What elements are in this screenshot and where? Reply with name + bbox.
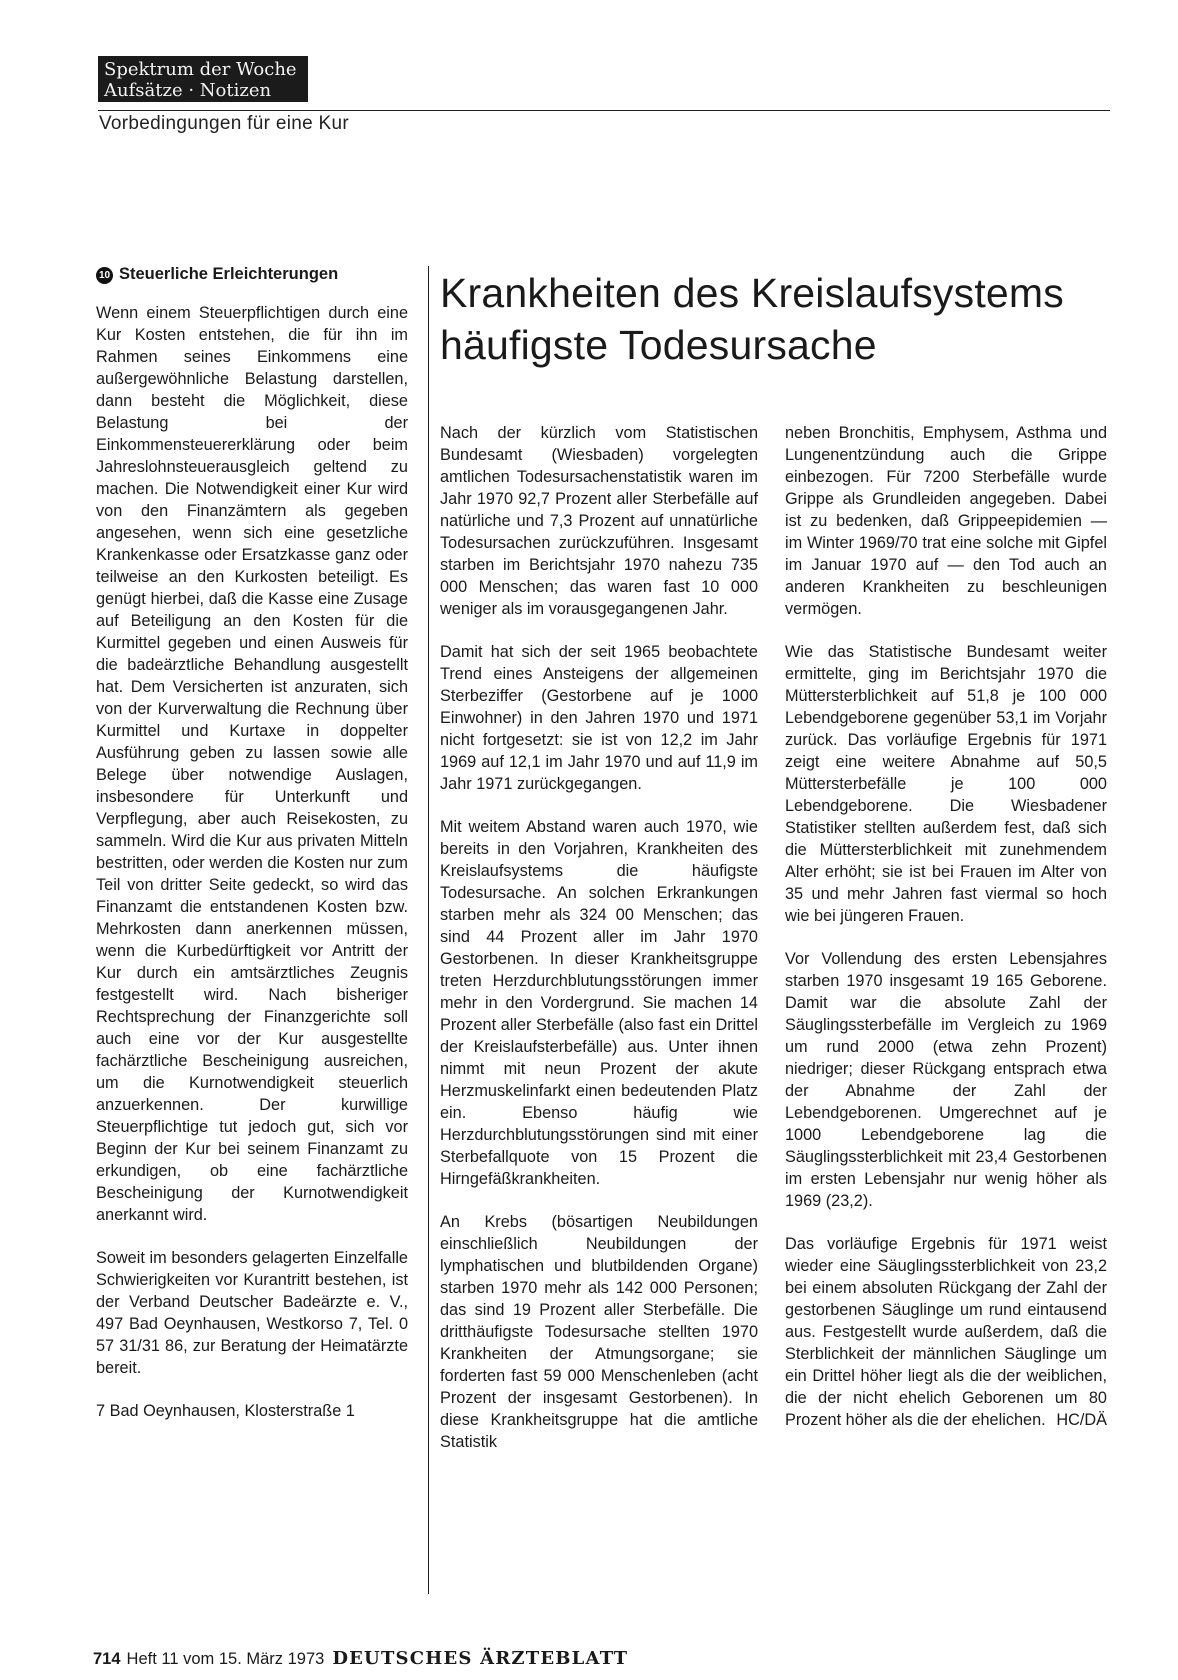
issue-info: Heft 11 vom 15. März 1973 — [126, 1650, 325, 1668]
section-label-line2: Aufsätze · Notizen — [104, 80, 272, 101]
headline-line1: Krankheiten des Kreislaufsystems — [440, 270, 1064, 316]
headline-line2: häufigste Todesursache — [440, 322, 877, 368]
section-label-line1: Spektrum der Woche — [104, 59, 297, 80]
author-signature: HC/DÄ — [1056, 1411, 1107, 1429]
article-paragraph-final — [785, 1233, 1107, 1431]
section-badge — [98, 56, 308, 102]
box-heading-text: Steuerliche Erleichterungen — [119, 265, 339, 283]
journal-name: DEUTSCHES ÄRZTEBLATT — [332, 1648, 629, 1669]
sidebar-paragraph: Wenn einem Steuerpflichtigen durch eine Kur Kosten entstehen, die für ihn im Rahmen seines Einkommens eine außergewöhnliche Belastung darstellen, dann besteht die Möglichkeit, diese Belastung bei der Einkommensteuererklärung oder beim Jahreslohnsteuerausgleich geltend zu machen. Die Notwendigkeit einer Kur wird von den Finanzämtern als gegeben angesehen, wenn sich eine gesetzliche Krankenkasse oder Ersatzkasse ganz oder teilweise an den Kurkosten beteiligt. Es genügt hierbei, daß die Kasse eine Zusage auf Beteiligung an den Kosten für die Kurmittel gegeben und einen Ausweis für die badeärztliche Behandlung ausgestellt hat. Dem Versicherten ist anzuraten, sich von der Kurverwaltung die Rechnung über Kurmittel und Kurtaxe in doppelter Ausführung geben zu lassen sowie alle Belege über notwendige Auslagen, insbesondere für Unterkunft und Verpflegung, aber auch Reisekosten, zu sammeln. Wird die Kur aus privaten Mitteln bestritten, oder werden die Kosten nur zum Teil von dritter Seite gedeckt, so wird das Finanzamt die entstandenen Kosten bzw. Mehrkosten dann anerkennen müssen, wenn die Kurbedürftigkeit vor Antritt der Kur durch ein amtsärztliches Zeugnis festgestellt wird. Nach bisheriger Rechtsprechung der Finanzgerichte soll auch eine vor der Kur ausgestellte fachärztliche Bescheinigung ausreichen, um die Kurnotwendigkeit steuerlich anzuerkennen. Der kurwillige Steuerpflichtige tut jedoch gut, sich vor Beginn der Kur bei seinem Finanzamt zu erkundigen, ob eine fachärztliche Bescheinigung der Kurnotwendigkeit anerkannt wird. — [96, 304, 408, 1224]
page-number: 714 — [93, 1650, 121, 1668]
box-number-badge: 10 — [96, 267, 113, 284]
article-column-2 — [785, 422, 1107, 1431]
article-paragraph: An Krebs (bösartigen Neubildungen einschließlich Neubildungen der lymphatischen und blutbildenden Organe) starben 1970 mehr als 142 000 Personen; das sind 19 Prozent aller Sterbefälle. Die dritthäufigste Todesursache stellten 1970 Krankheiten der Atmungsorgane; sie forderten fast 59 000 Menschenleben (acht Prozent der insgesamt Gestorbenen). In diese Krankheitsgruppe hat die amtliche Statistik — [440, 1213, 758, 1451]
sidebar-column — [96, 302, 408, 1422]
page-topic: Vorbedingungen für eine Kur — [99, 113, 350, 134]
sidebar-address: 7 Bad Oeynhausen, Klosterstraße 1 — [96, 1402, 355, 1420]
article-paragraph: Mit weitem Abstand waren auch 1970, wie bereits in den Vorjahren, Krankheiten des Kreislaufsystems die häufigste Todesursache. An solchen Erkrankungen starben mehr als 324 00 Menschen; das sind 44 Prozent aller im Jahr 1970 Gestorbenen. In dieser Krankheitsgruppe treten Herzdurchblutungsstörungen immer mehr in den Vordergrund. Sie machen 14 Prozent aller Sterbefälle (also fast ein Drittel der Kreislaufsterbefälle) aus. Unter ihnen nimmt mit neun Prozent der akute Herzmuskelinfarkt einen bedeutenden Platz ein. Ebenso häufig wie Herzdurchblutungsstörungen sind mit einer Sterbefallquote von 15 Prozent die Hirngefäßkrankheiten. — [440, 818, 758, 1188]
article-paragraph: Vor Vollendung des ersten Lebensjahres starben 1970 insgesamt 19 165 Geborene. Damit war die absolute Zahl der Säuglingssterbefälle im Vergleich zu 1969 um rund 2000 (etwa zehn Prozent) niedriger; dieser Rückgang entsprach etwa der Abnahme der Zahl der Lebendgeborenen. Umgerechnet auf je 1000 Lebendgeborene lag die Säuglingssterblichkeit mit 23,4 Gestorbenen im ersten Lebensjahr nur wenig höher als 1969 (23,2). — [785, 950, 1107, 1210]
sidebar-paragraph: Soweit im besonders gelagerten Einzelfalle Schwierigkeiten vor Kurantritt bestehen, ist der Verband Deutscher Badeärzte e. V., 497 Bad Oeynhausen, Westkorso 7, Tel. 0 57 31/31 86, zur Beratung der Heimatärzte bereit. — [96, 1249, 408, 1377]
column-divider — [428, 266, 429, 1594]
article-paragraph: neben Bronchitis, Emphysem, Asthma und Lungenentzündung auch die Grippe einbezogen. Für 7200 Sterbefälle wurde Grippe als Grundleiden angegeben. Dabei ist zu bedenken, daß Grippeepidemien — im Winter 1969/70 trat eine solche mit Gipfel im Januar 1970 auf — den Tod auch an anderen Krankheiten zu beschleunigen vermögen. — [785, 424, 1107, 618]
article-paragraph-text: Das vorläufige Ergebnis für 1971 weist wieder eine Säuglingssterblichkeit von 23,2 bei einem absoluten Rückgang der Zahl der gestorbenen Säuglinge um rund eintausend aus. Festgestellt wurde außerdem, daß die Sterblichkeit der männlichen Säuglinge um ein Drittel höher liegt als die der weiblichen, die der nicht ehelich Geborenen um 80 Prozent höher als die der ehelichen. — [785, 1235, 1107, 1429]
article-paragraph: Nach der kürzlich vom Statistischen Bundesamt (Wiesbaden) vorgelegten amtlichen Todesursachenstatistik waren im Jahr 1970 92,7 Prozent aller Sterbefälle auf natürliche und 7,3 Prozent auf unnatürliche Todesursachen zurückzuführen. Insgesamt starben im Berichtsjahr 1970 nahezu 735 000 Menschen; das waren fast 10 000 weniger als im vorausgegangenen Jahr. — [440, 424, 758, 618]
article-paragraph: Damit hat sich der seit 1965 beobachtete Trend eines Ansteigens der allgemeinen Sterbeziffer (Gestorbene auf je 1000 Einwohner) in den Jahren 1970 und 1971 nicht fortgesetzt: sie ist von 12,2 im Jahr 1969 auf 12,1 im Jahr 1970 und auf 11,9 im Jahr 1971 zurückgegangen. — [440, 643, 758, 793]
header-rule — [98, 110, 1110, 111]
article-column-1 — [440, 422, 758, 1453]
article-headline — [440, 267, 1120, 371]
page-footer — [93, 1648, 628, 1669]
article-paragraph: Wie das Statistische Bundesamt weiter ermittelte, ging im Berichtsjahr 1970 die Müttersterblichkeit auf 51,8 je 100 000 Lebendgeborene gegenüber 53,1 im Vorjahr zurück. Das vorläufige Ergebnis für 1971 zeigt eine weitere Abnahme auf 50,5 Müttersterbefälle je 100 000 Lebendgeborene. Die Wiesbadener Statistiker stellten außerdem fest, daß sich die Müttersterblichkeit mit zunehmendem Alter erhöht; sie ist bei Frauen im Alter von 35 und mehr Jahren fast viermal so hoch wie bei jüngeren Frauen. — [785, 643, 1107, 925]
box-heading — [96, 265, 338, 284]
